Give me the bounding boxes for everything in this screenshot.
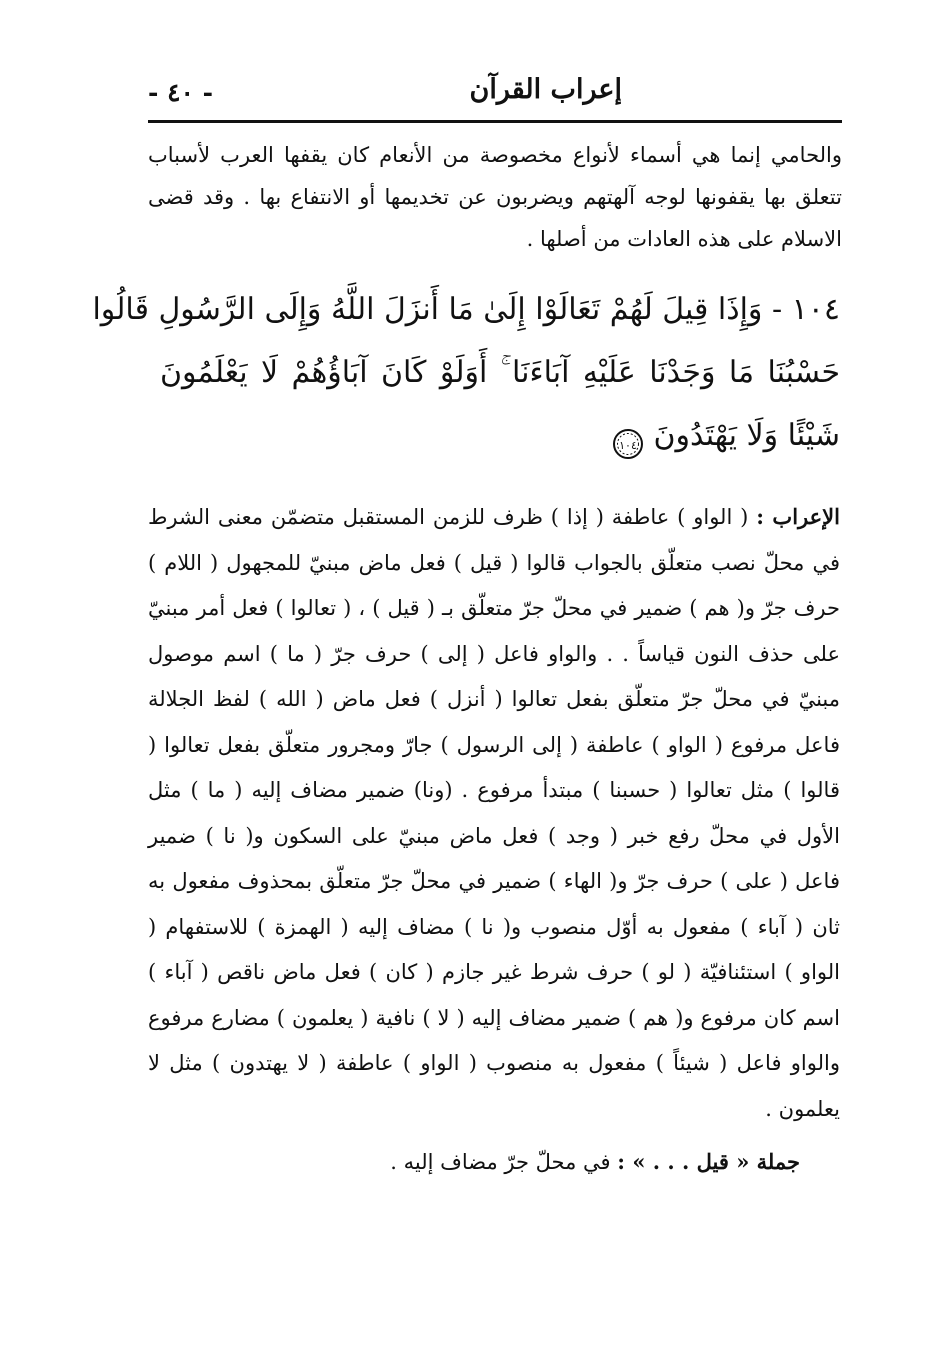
ayah-end-marker-icon	[611, 420, 645, 454]
verse-text-1: وَإِذَا قِيلَ لَهُمْ تَعَالَوْا إِلَىٰ مَا أَنزَلَ اللَّهُ وَإِلَى الرَّسُولِ قَالُوا	[92, 292, 763, 327]
page-header	[148, 70, 842, 122]
irab-paragraph	[148, 494, 840, 1132]
verse-number: ١٠٤ -	[771, 292, 840, 327]
verse-line-3	[160, 404, 840, 467]
quran-verse	[92, 278, 840, 467]
jumla-line	[148, 1140, 840, 1184]
header-divider	[148, 120, 842, 123]
ayah-marker-number: ١٠٤	[619, 439, 638, 452]
irab-label: الإعراب :	[756, 504, 840, 529]
intro-paragraph: والحامي إنما هي أسماء لأنواع مخصوصة من الأنعام كان يقفها العرب لأسباب تتعلق بها يقفونها لوجه آلهتهم ويضربون عن تخديمها أو الانتفاع بها . وقد قضى الاسلام على هذه العادات من أصلها .	[148, 143, 842, 251]
verse-line-1	[92, 278, 840, 341]
verse-text-3: شَيْئًا وَلَا يَهْتَدُونَ	[653, 418, 840, 453]
jumla-text: في محلّ جرّ مضاف إليه .	[390, 1150, 611, 1174]
book-title: إعراب القرآن	[469, 74, 622, 105]
verse-line-2: حَسْبُنَا مَا وَجَدْنَا عَلَيْهِ آبَاءَنَا ۚ أَوَلَوْ كَانَ آبَاؤُهُمْ لَا يَعْلَمُونَ	[160, 355, 840, 390]
jumla-label: جملة « قيل . . . » :	[617, 1149, 800, 1174]
page-number: - ٤٠ -	[148, 78, 214, 107]
irab-text: ( الواو ) عاطفة ( إذا ) ظرف للزمن المستقبل متضمّن معنى الشرط في محلّ نصب متعلّق بالجواب قالوا ( قيل ) فعل ماض مبنيّ للمجهول ( اللام ) حرف جرّ و( هم ) ضمير في محلّ جرّ متعلّق بـ ( قيل ) ، ( تعالوا ) فعل أمر مبنيّ على حذف النون قياساً . . والواو فاعل ( إلى ) حرف جرّ ( ما ) اسم موصول مبنيّ في محلّ جرّ متعلّق بفعل تعالوا ( أنزل ) فعل ماض ( الله ) لفظ الجلالة فاعل مرفوع ( الواو ) عاطفة ( إلى الرسول ) جارّ ومجرور متعلّق بفعل تعالوا ( قالوا ) مثل تعالوا ( حسبنا ) مبتدأ مرفوع . (ونا) ضمير مضاف إليه ( ما ) مثل الأول في محلّ رفع خبر ( وجد ) فعل ماض مبنيّ على السكون و( نا ) ضمير فاعل ( على ) حرف جرّ و( الهاء ) ضمير في محلّ جرّ متعلّق بمحذوف مفعول به ثان ( آباء ) مفعول به أوّل منصوب و( نا ) مضاف إليه ( الهمزة ) للاستفهام ( الواو ) استئنافيّة ( لو ) حرف شرط غير جازم ( كان ) فعل ماض ناقص ( آباء ) اسم كان مرفوع و( هم ) ضمير مضاف إليه ( لا ) نافية ( يعلمون ) مضارع مرفوع والواو فاعل ( شيئاً ) مفعول به منصوب ( الواو ) عاطفة ( لا يهتدون ) مثل لا يعلمون .	[148, 505, 840, 1121]
